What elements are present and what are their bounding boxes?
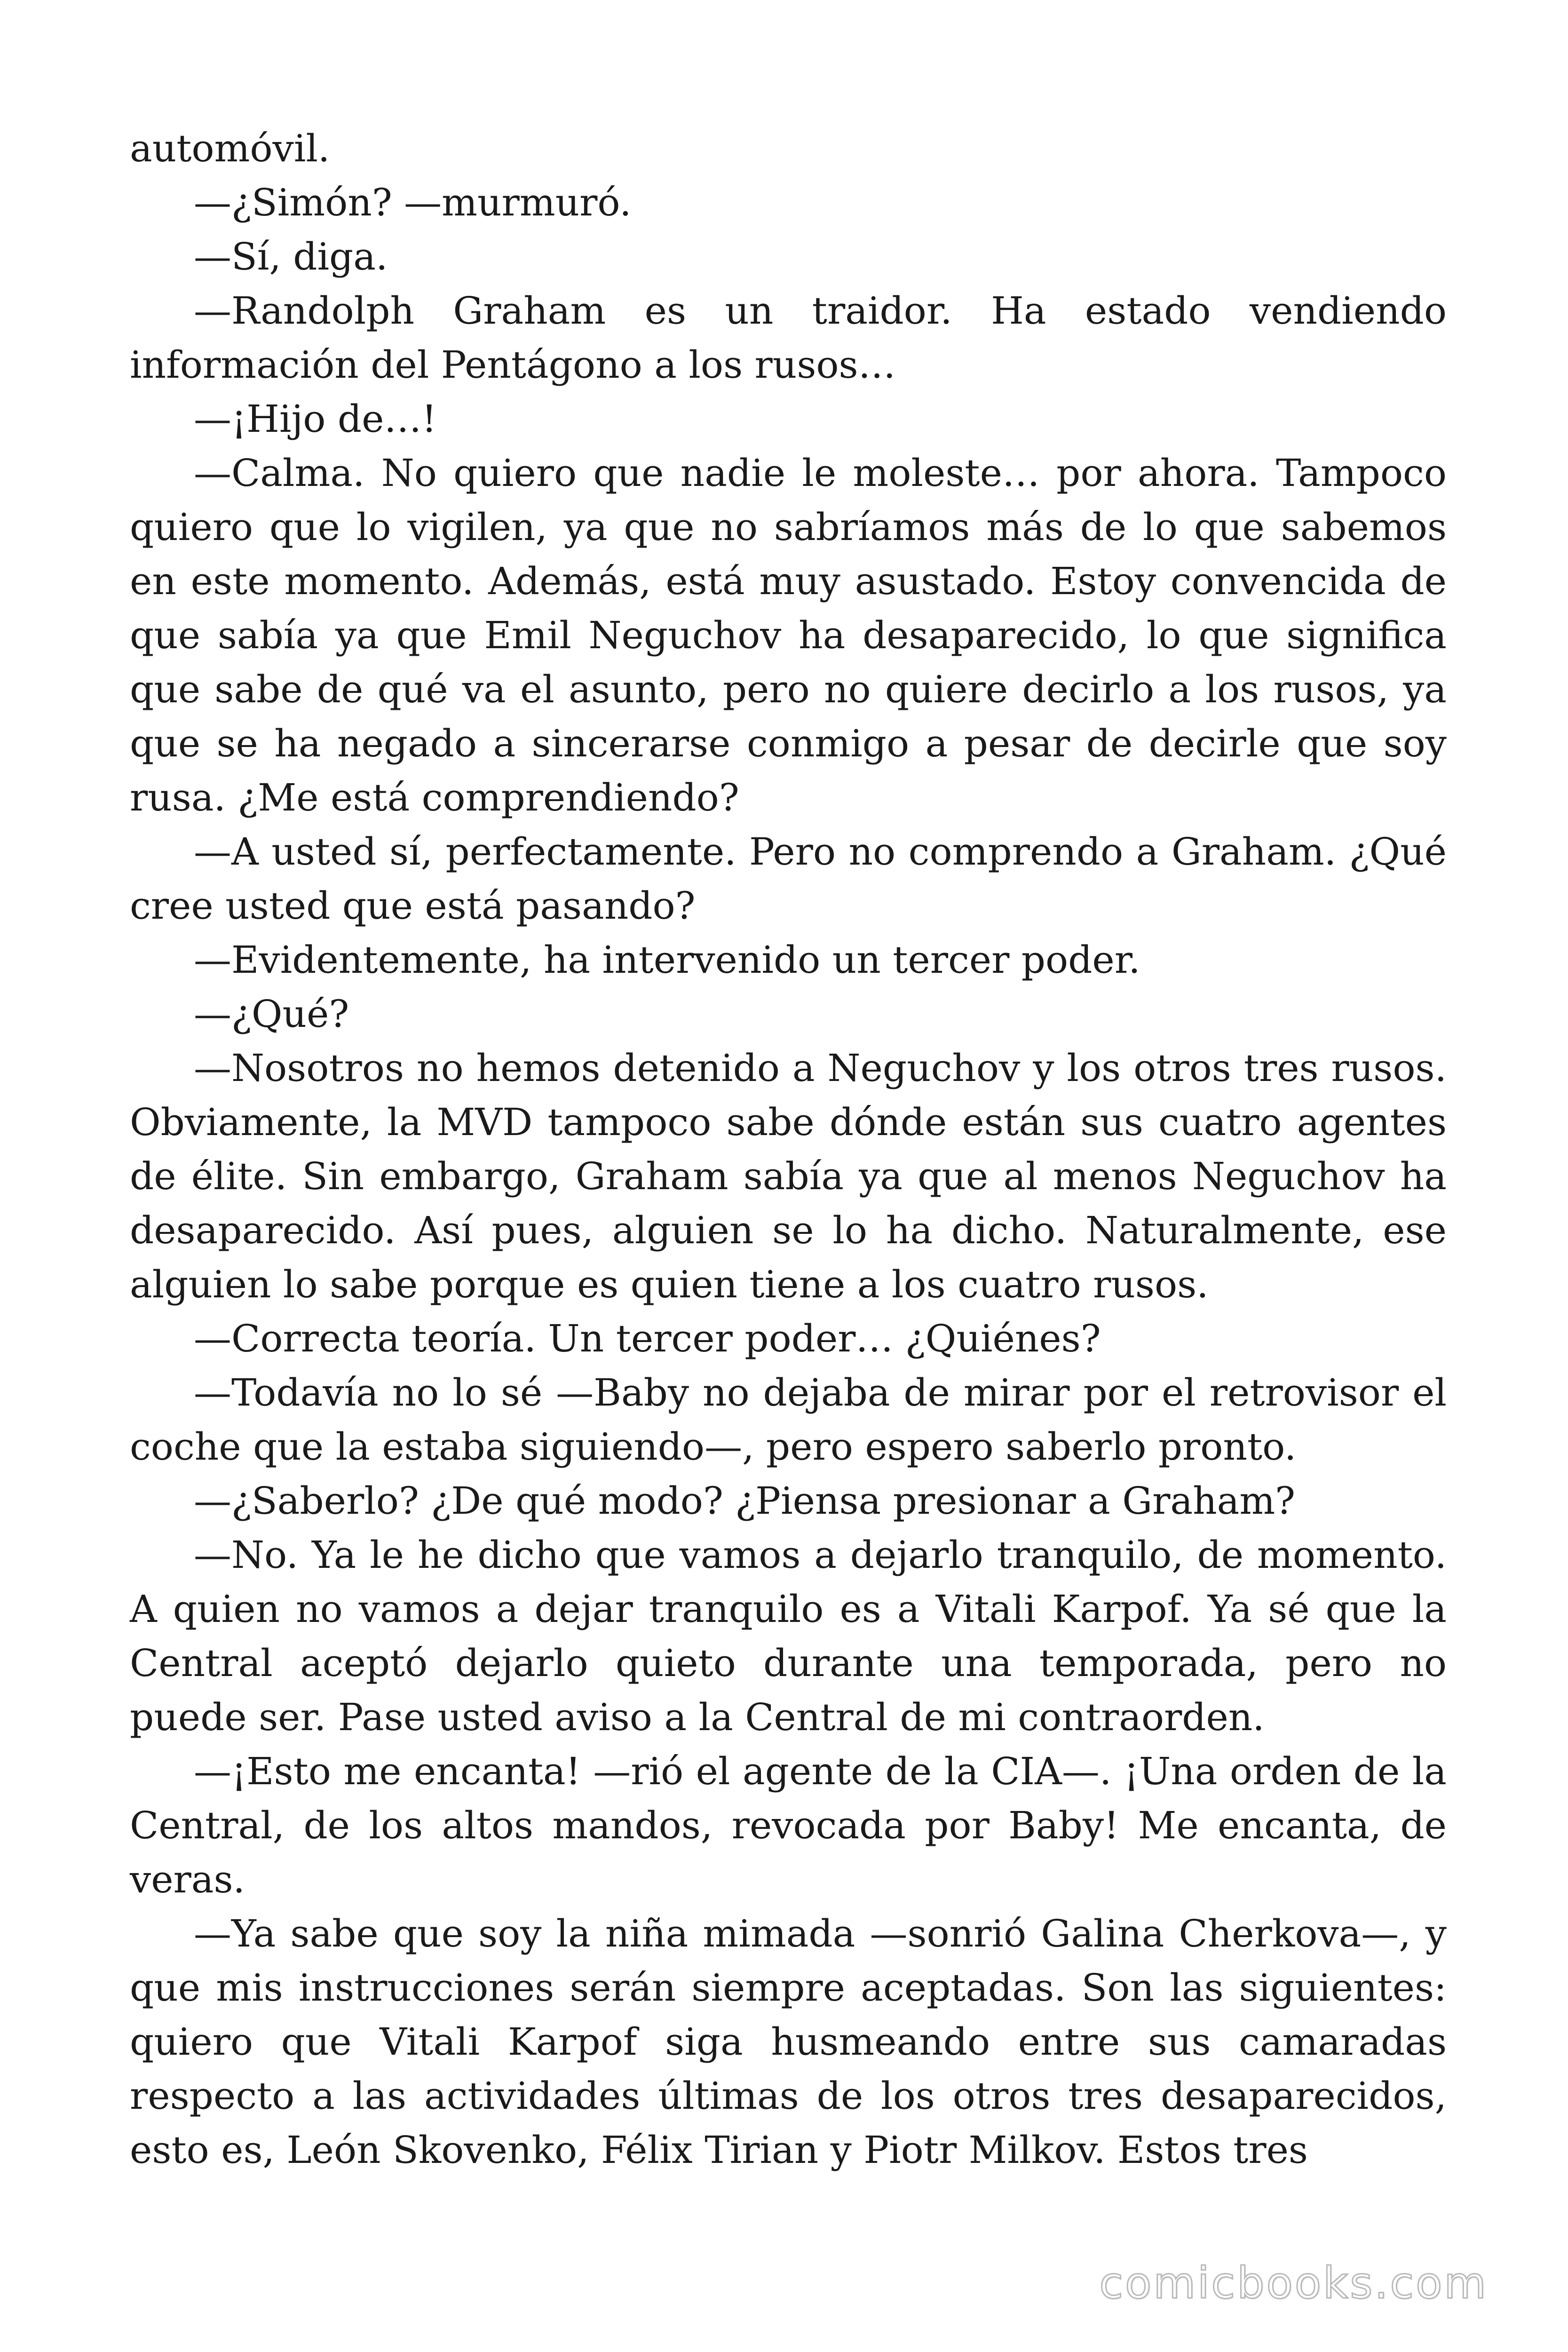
paragraph: —Randolph Graham es un traidor. Ha estado vendiendo información del Pentágono a los rusos… [130, 289, 1447, 387]
watermark: comicbooks.com [1099, 2258, 1488, 2308]
paragraph: —¡Esto me encanta! —rió el agente de la CIA—. ¡Una orden de la Central, de los altos mandos, revocada por Baby! Me encanta, de veras. [130, 1749, 1447, 1901]
paragraph: —A usted sí, perfectamente. Pero no comprendo a Graham. ¿Qué cree usted que está pasando? [130, 830, 1447, 928]
paragraph: —No. Ya le he dicho que vamos a dejarlo tranquilo, de momento. A quien no vamos a dejar tranquilo es a Vitali Karpof. Ya sé que la Central aceptó dejarlo quieto durante una temporada, pero no puede ser. Pase usted aviso a la Central de mi contraorden. [130, 1533, 1447, 1739]
paragraph: automóvil. [130, 127, 330, 170]
paragraph: —Sí, diga. [194, 235, 388, 278]
paragraph: —¿Saberlo? ¿De qué modo? ¿Piensa presionar a Graham? [194, 1479, 1296, 1523]
paragraph: —Calma. No quiero que nadie le moleste… por ahora. Tampoco quiero que lo vigilen, ya que no sabríamos más de lo que sabemos en este momento. Además, está muy asustado. Estoy convencida de que sabía ya que Emil Neguchov ha desaparecido, lo que significa que sabe de qué va el asunto, pero no quiere decirlo a los rusos, ya que se ha negado a sincerarse conmigo a pesar de decirle que soy rusa. ¿Me está comprendiendo? [130, 451, 1447, 819]
paragraph: —¿Qué? [194, 992, 349, 1036]
paragraph: —¿Simón? —murmuró. [194, 181, 632, 224]
paragraph: —Correcta teoría. Un tercer poder… ¿Quiénes? [194, 1317, 1101, 1360]
paragraph: —Evidentemente, ha intervenido un tercer poder. [194, 938, 1140, 982]
paragraph: —¡Hijo de…! [194, 397, 437, 441]
paragraph: —Nosotros no hemos detenido a Neguchov y los otros tres rusos. Obviamente, la MVD tampoco sabe dónde están sus cuatro agentes de élite. Sin embargo, Graham sabía ya que al menos Neguchov ha desaparecido. Así pues, alguien se lo ha dicho. Naturalmente, ese alguien lo sabe porque es quien tiene a los cuatro rusos. [130, 1046, 1447, 1306]
text-body [130, 121, 1447, 2177]
paragraph: —Todavía no lo sé —Baby no dejaba de mirar por el retrovisor el coche que la estaba siguiendo—, pero espero saberlo pronto. [130, 1371, 1447, 1469]
paragraph: —Ya sabe que soy la niña mimada —sonrió Galina Cherkova—, y que mis instrucciones serán siempre aceptadas. Son las siguientes: quiero que Vitali Karpof siga husmeando entre sus camaradas respecto a las actividades últimas de los otros tres desaparecidos, esto es, León Skovenko, Félix Tirian y Piotr Milkov. Estos tres [130, 1912, 1447, 2172]
